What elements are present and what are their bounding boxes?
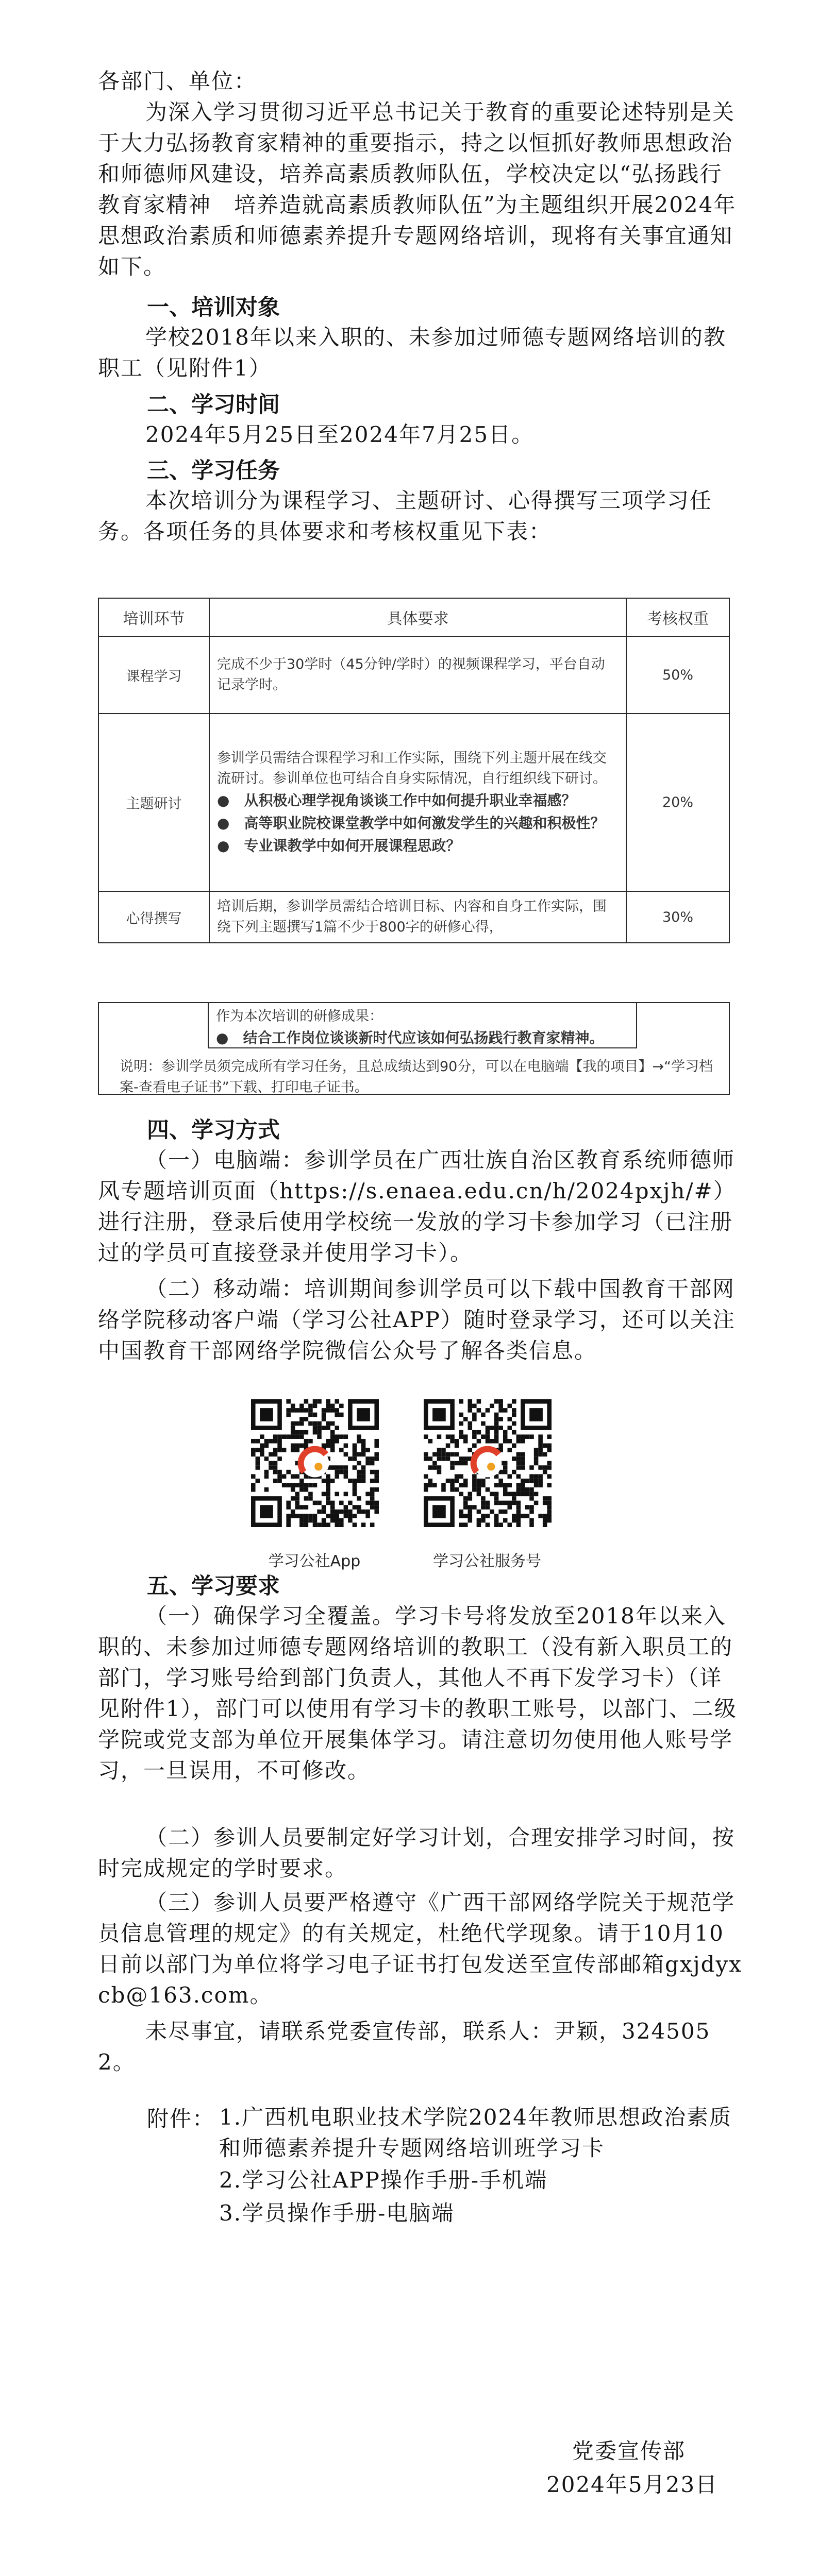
table-header: 具体要求 [209, 598, 626, 636]
table-cell-weight: 50% [626, 636, 729, 714]
qr-code-app [251, 1399, 379, 1527]
table-note: 说明：参训学员须完成所有学习任务，且总成绩达到90分，可以在电脑端【我的项目】→“学习档案-查看电子证书”下载、打印电子证书。 [120, 1059, 713, 1095]
section-4-title: 四、学习方式 [147, 1117, 280, 1143]
table-header: 培训环节 [98, 598, 209, 636]
bullet-item: ● 结合工作岗位谈谈新时代应该如何弘扬践行教育家精神。 [216, 1029, 604, 1046]
bullet-item: ● 专业课教学中如何开展课程思政？ [217, 837, 461, 854]
attachment-item: 3.学员操作手册-电脑端 [219, 2200, 455, 2226]
section-4-paragraph-1: （一）电脑端：参训学员在广西壮族自治区教育系统师德师风专题培训页面（https://s.enaea.edu.cn/h/2024pxjh/#）进行注册，登录后使用学校统一发放的学习卡参加学习（已注册过的学员可直接登录并使用学习卡）。 [98, 1147, 736, 1265]
attachment-label: 附件： [147, 2106, 215, 2131]
bullet-text: 专业课教学中如何开展课程思政？ [244, 837, 461, 854]
bullet-text: 结合工作岗位谈谈新时代应该如何弘扬践行教育家精神。 [243, 1029, 604, 1046]
table-cell-weight: 20% [626, 714, 729, 891]
attachment-item: 2.学习公社APP操作手册-手机端 [219, 2167, 548, 2193]
bullet-text: 高等职业院校课堂教学中如何激发学生的兴趣和积极性？ [244, 814, 605, 832]
section-3-title: 三、学习任务 [147, 458, 280, 484]
qr-caption-app: 学习公社App [268, 1552, 361, 1570]
table-cell-req: 完成不少于30学时（45分钟/学时）的视频课程学习，平台自动记录学时。 [209, 636, 626, 714]
table-cell-req: 参训学员需结合课程学习和工作实际，围绕下列主题开展在线交流研讨。参训单位也可结合自身实际情况，自行组织线下研讨。 [217, 750, 607, 787]
qr-caption-service: 学习公社服务号 [433, 1552, 541, 1570]
task-table [98, 598, 730, 943]
table-cell-stage: 主题研讨 [98, 714, 209, 891]
table-continuation [98, 1002, 730, 1095]
table-cell-req-group [209, 714, 626, 891]
bullet-text: 从积极心理学视角谈谈工作中如何提升职业幸福感？ [244, 791, 576, 809]
section-5-paragraph-3: （三）参训人员要严格遵守《广西干部网络学院关于规范学员信息管理的规定》的有关规定，杜绝代学现象。请于10月10日前以部门为单位将学习电子证书打包发送至宣传部邮箱gxjdyxcb@163.com。 [98, 1890, 742, 2008]
intro-paragraph: 为深入学习贯彻习近平总书记关于教育的重要论述特别是关于大力弘扬教育家精神的重要指示，持之以恒抓好教师思想政治和师德师风建设，培养高素质教师队伍，学校决定以“弘扬践行教育家精神 培养造就高素质教师队伍”为主题组织开展2024年思想政治素质和师德素养提升专题网络培训，现将有关事宜通知如下。 [98, 99, 737, 279]
salutation: 各部门、单位： [98, 69, 257, 94]
continuation-text: 作为本次培训的研修成果： [216, 1008, 383, 1024]
qr-code-service [424, 1399, 552, 1527]
table-header-row [98, 598, 729, 636]
section-3-body: 本次培训分为课程学习、主题研讨、心得撰写三项学习任务。各项任务的具体要求和考核权重见下表： [98, 488, 713, 544]
table-row [98, 714, 729, 891]
closing-line: 未尽事宜，请联系党委宣传部，联系人：尹颖，3245052。 [98, 2019, 711, 2075]
section-5-paragraph-2: （二）参训人员要制定好学习计划，合理安排学习时间，按时完成规定的学时要求。 [98, 1825, 736, 1881]
issue-date: 2024年5月23日 [546, 2472, 719, 2497]
section-4-paragraph-2: （二）移动端：培训期间参训学员可以下载中国教育干部网络学院移动客户端（学习公社APP）随时登录学习，还可以关注中国教育干部网络学院微信公众号了解各类信息。 [98, 1276, 736, 1363]
table-cell-stage: 心得撰写 [98, 891, 209, 943]
section-1-title: 一、培训对象 [147, 295, 280, 320]
signer: 党委宣传部 [572, 2438, 686, 2464]
table-header: 考核权重 [626, 598, 729, 636]
table-row [98, 636, 729, 714]
table-cell-stage: 课程学习 [98, 636, 209, 714]
section-5-paragraph-1: （一）确保学习全覆盖。学习卡号将发放至2018年以来入职的、未参加过师德专题网络培训的教职工（没有新入职员工的部门，学习账号给到部门负责人，其他人不再下发学习卡）（详见附件1），部门可以使用有学习卡的教职工账号，以部门、二级学院或党支部为单位开展集体学习。请注意切勿使用他人账号学习，一旦误用，不可修改。 [98, 1603, 737, 1783]
bullet-item: ● 高等职业院校课堂教学中如何激发学生的兴趣和积极性？ [217, 814, 605, 832]
table-row [98, 891, 729, 943]
continuation-cell [208, 1003, 637, 1048]
table-cell-req: 培训后期，参训学员需结合培训目标、内容和自身工作实际，围绕下列主题撰写1篇不少于800字的研修心得， [209, 891, 626, 943]
section-5-title: 五、学习要求 [147, 1573, 280, 1599]
bullet-item: ● 从积极心理学视角谈谈工作中如何提升职业幸福感？ [217, 791, 576, 809]
section-2-title: 二、学习时间 [147, 392, 280, 418]
section-1-body: 学校2018年以来入职的、未参加过师德专题网络培训的教职工（见附件1） [98, 325, 726, 381]
attachment-item: 1.广西机电职业技术学院2024年教师思想政治素质和师德素养提升专题网络培训班学习卡 [219, 2105, 732, 2161]
section-2-body: 2024年5月25日至2024年7月25日。 [145, 422, 535, 447]
table-cell-weight: 30% [626, 891, 729, 943]
